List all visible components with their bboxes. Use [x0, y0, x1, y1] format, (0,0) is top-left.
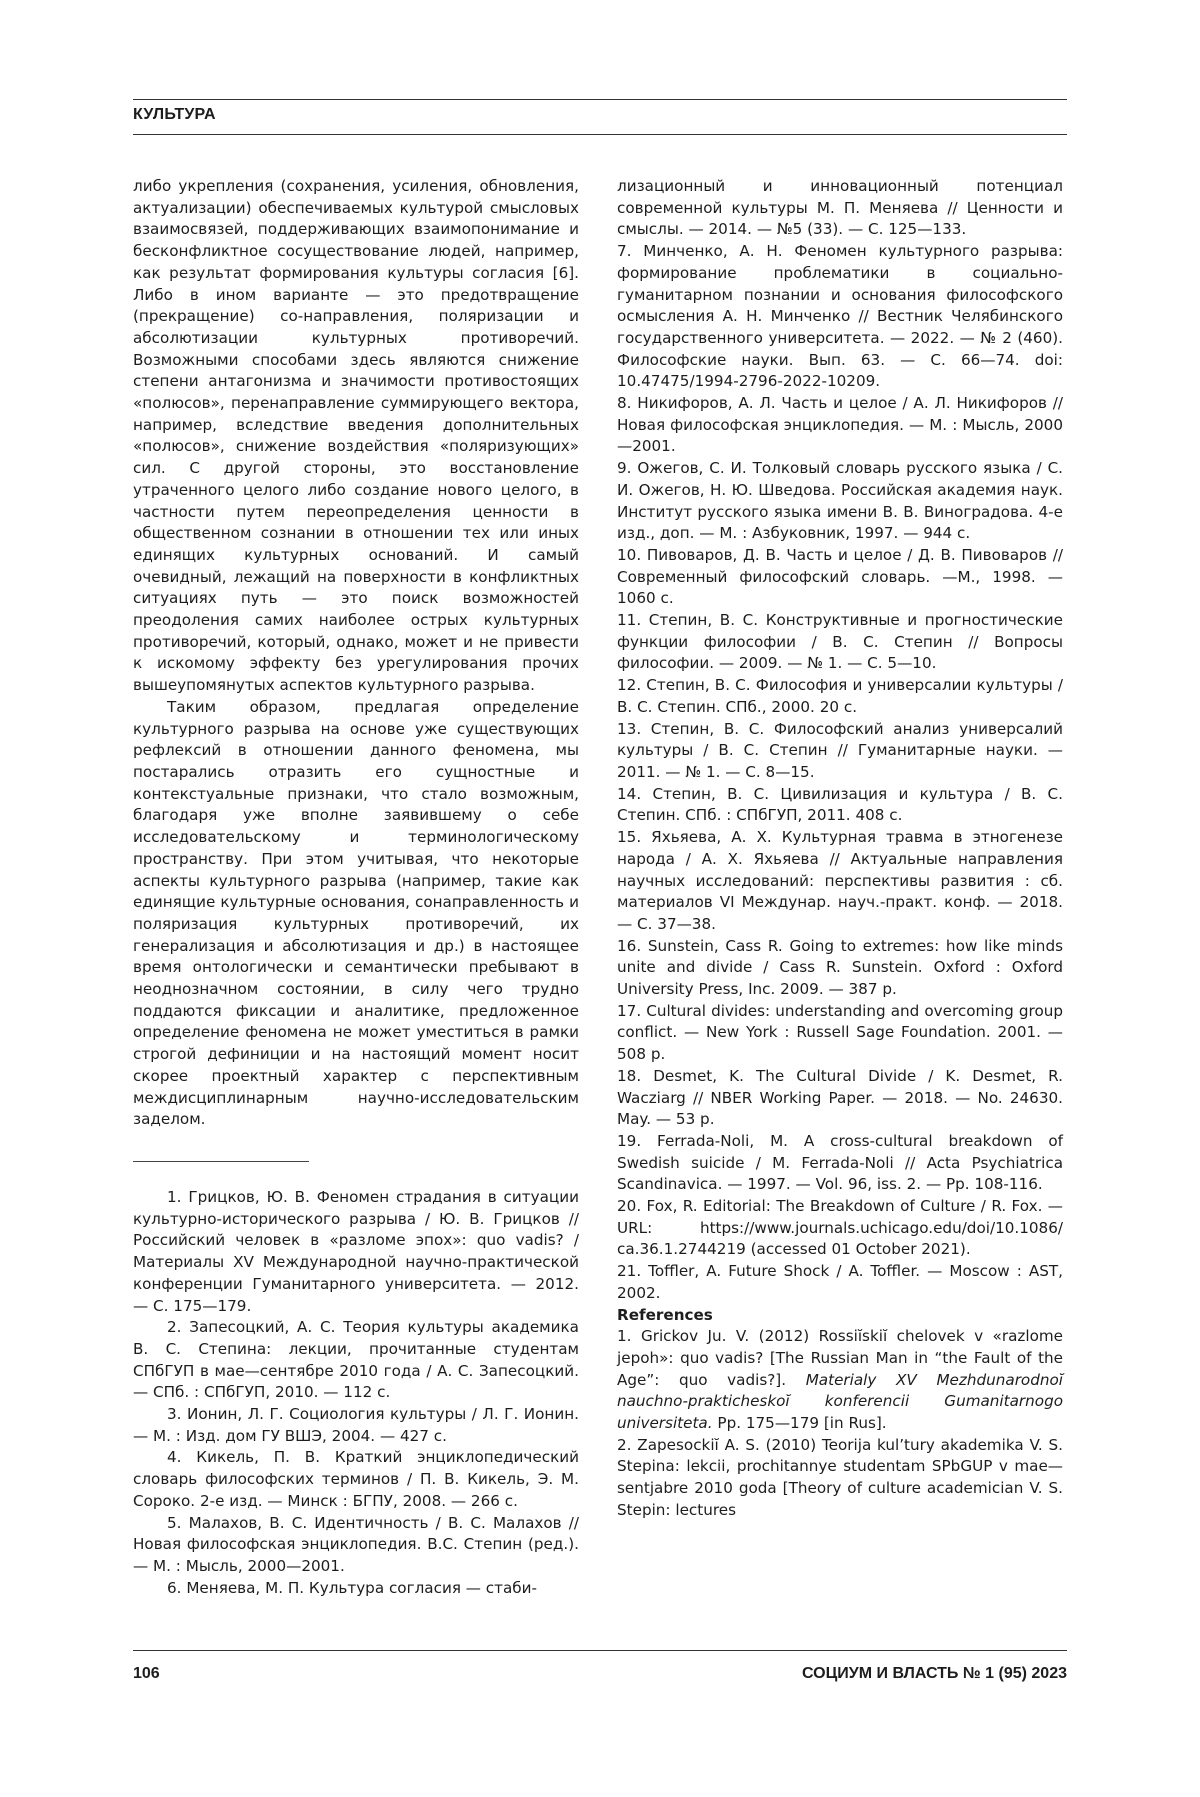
reference-item: 3. Ионин, Л. Г. Социология культуры / Л. Г. Ионин. — М. : Изд. дом ГУ ВШЭ, 2004. — 427 с.	[133, 1404, 579, 1447]
journal-page	[0, 0, 1200, 1797]
reference-item: 8. Никифоров, А. Л. Часть и целое / А. Л. Никифоров // Новая философская энциклопедия. — М. : Мысль, 2000—2001.	[617, 393, 1063, 458]
reference-item: 19. Ferrada-Noli, M. A cross-cultural breakdown of Swedish suicide / M. Ferrada-Noli // Acta Psychiatrica Scandinavica. — 1997. — Vol. 96, iss. 2. — Pp. 108-116.	[617, 1131, 1063, 1196]
reference-item: 20. Fox, R. Editorial: The Breakdown of Culture / R. Fox. — URL: https://www.journals.uchicago.edu/doi/10.1086/ ca.36.1.2744219 (accessed 01 October 2021).	[617, 1196, 1063, 1261]
reference-item: 5. Малахов, В. С. Идентичность / В. С. Малахов // Новая философская энциклопедия. В.С. Степин (ред.). — М. : Мысль, 2000—2001.	[133, 1513, 579, 1578]
reference-item: 10. Пивоваров, Д. В. Часть и целое / Д. В. Пивоваров // Современный философский словарь. —М., 1998. — 1060 с.	[617, 545, 1063, 610]
reference-item: 6. Меняева, М. П. Культура согласия — стаби-	[133, 1578, 579, 1600]
references-heading: References	[617, 1305, 1063, 1327]
reference-item: 9. Ожегов, С. И. Толковый словарь русского языка / С. И. Ожегов, Н. Ю. Шведова. Российская академия наук. Институт русского языка имени В. В. Виноградова. 4-е изд., доп. — М. : Азбуковник, 1997. — 944 с.	[617, 458, 1063, 545]
reference-item: 11. Степин, В. С. Конструктивные и прогностические функции философии / В. С. Степин // Вопросы философии. — 2009. — № 1. — С. 5—10.	[617, 610, 1063, 675]
reference-item: 2. Запесоцкий, А. С. Теория культуры академика В. С. Степина: лекции, прочитанные студентам СПбГУП в мае—сентябре 2010 года / А. С. Запесоцкий. — СПб. : СПбГУП, 2010. — 112 с.	[133, 1317, 579, 1404]
header-top-rule	[133, 99, 1067, 100]
reference-item: 1. Грицков, Ю. В. Феномен страдания в ситуации культурно-исторического разрыва / Ю. В. Грицков // Российский человек в «разломе эпох»: quo vadis? / Материалы XV Международной научно-практической конференции Гуманитарного университета. — 2012. — С. 175—179.	[133, 1187, 579, 1317]
footnote-separator	[133, 1161, 309, 1162]
body-paragraph: Таким образом, предлагая определение культурного разрыва на основе уже существующих рефлексий в отношении данного феномена, мы постарались отразить его сущностные и контекстуальные признаки, что стало возможным, благодаря уже вполне заявившему о себе исследовательскому и терминологическому пространству. При этом учитывая, что некоторые аспекты культурного разрыва (например, такие как единящие культурные основания, сонаправленность и поляризация культурных противоречий, их генерализация и абсолютизация и др.) в настоящее время онтологически и семантически пребывают в неоднозначном состоянии, в силу чего трудно поддаются фиксации и аналитике, предложенное определение феномена не может уместиться в рамки строгой дефиниции и на настоящий момент носит скорее проектный характер с перспективным междисциплинарным научно-исследовательским заделом.	[133, 697, 579, 1131]
header-bottom-rule	[133, 134, 1067, 135]
reference-item: 14. Степин, В. С. Цивилизация и культура / В. С. Степин. СПб. : СПбГУП, 2011. 408 с.	[617, 784, 1063, 827]
reference-item: 13. Степин, В. С. Философский анализ универсалий культуры / В. С. Степин // Гуманитарные науки. — 2011. — № 1. — С. 8—15.	[617, 719, 1063, 784]
reference-item: 21. Toffler, A. Future Shock / A. Toffler. — Moscow : AST, 2002.	[617, 1261, 1063, 1304]
footnotes	[133, 1187, 579, 1599]
footer-rule	[133, 1650, 1067, 1651]
reference-item: 18. Desmet, K. The Cultural Divide / K. Desmet, R. Wacziarg // NBER Working Paper. — 2018. — No. 24630. May. — 53 p.	[617, 1066, 1063, 1131]
reference-continuation: лизационный и инновационный потенциал современной культуры М. П. Меняева // Ценности и смыслы. — 2014. — №5 (33). — С. 125—133.	[617, 176, 1063, 241]
reference-item: 4. Кикель, П. В. Краткий энциклопедический словарь философских терминов / П. В. Кикель, Э. М. Сороко. 2-е изд. — Минск : БГПУ, 2008. — 266 с.	[133, 1447, 579, 1512]
section-title: КУЛЬТУРА	[133, 106, 216, 124]
journal-title: СОЦИУМ И ВЛАСТЬ № 1 (95) 2023	[802, 1665, 1067, 1683]
left-column	[133, 176, 579, 1131]
body-paragraph: либо укрепления (сохранения, усиления, обновления, актуализации) обеспечиваемых культурой смысловых взаимосвязей, поддерживающих взаимопонимание и бесконфликтное сосуществование людей, например, как результат формирования культуры согласия [6]. Либо в ином варианте — это предотвращение (прекращение) со-направления, поляризации и абсолютизации культурных противоречий. Возможными способами здесь являются снижение степени антагонизма и значимости противостоящих «полюсов», перенаправление суммирующего вектора, например, вследствие введения дополнительных «полюсов», снижение воздействия «поляризующих» сил. С другой стороны, это восстановление утраченного целого либо создание нового целого, в частности путем переопределения ценности в общественном сознании в отношении тех или иных единящих культурных оснований. И самый очевидный, лежащий на поверхности в конфликтных ситуациях путь — это поиск возможностей преодоления самих наиболее острых культурных противоречий, который, однако, может и не привести к искомому эффекту без урегулирования прочих вышеупомянутых аспектов культурного разрыва.	[133, 176, 579, 697]
reference-item: 15. Яхьяева, А. Х. Культурная травма в этногенезе народа / А. Х. Яхьяева // Актуальные направления научных исследований: перспективы развития : сб. материалов VI Междунар. науч.-практ. конф. — 2018. — С. 37—38.	[617, 827, 1063, 936]
reference-item-translit: 2. Zapesockiĭ A. S. (2010) Teorija kul’tury akademika V. S. Stepina: lekcii, prochitannye studentam SPbGUP v mae—sentjabre 2010 goda [Theory of culture academician V. S. Stepin: lectures	[617, 1435, 1063, 1522]
reference-item: 12. Степин, В. С. Философия и универсалии культуры / В. С. Степин. СПб., 2000. 20 с.	[617, 675, 1063, 718]
reference-item: 7. Минченко, А. Н. Феномен культурного разрыва: формирование проблематики в социально-гуманитарном познании и основания философского осмысления А. Н. Минченко // Вестник Челябинского государственного университета. — 2022. — № 2 (460). Философские науки. Вып. 63. — С. 66—74. doi: 10.47475/1994-2796-2022-10209.	[617, 241, 1063, 393]
reference-item: 16. Sunstein, Cass R. Going to extremes: how like minds unite and divide / Cass R. Sunstein. Oxford : Oxford University Press, Inc. 2009. — 387 p.	[617, 936, 1063, 1001]
page-number: 106	[133, 1665, 160, 1683]
reference-item: 17. Cultural divides: understanding and overcoming group conflict. — New York : Russell Sage Foundation. 2001. — 508 p.	[617, 1001, 1063, 1066]
reference-item-translit: 1. Grickov Ju. V. (2012) Rossiĭskiĭ chelovek v «razlome jepoh»: quo vadis? [The Russian Man in “the Fault of the Age”: quo vadis?]. Materialy XV Mezhdunarodnoĭ nauchno-prakticheskoĭ konferencii Gumanitarnogo universiteta. Pp. 175—179 [in Rus].	[617, 1326, 1063, 1435]
right-column	[617, 176, 1063, 1522]
